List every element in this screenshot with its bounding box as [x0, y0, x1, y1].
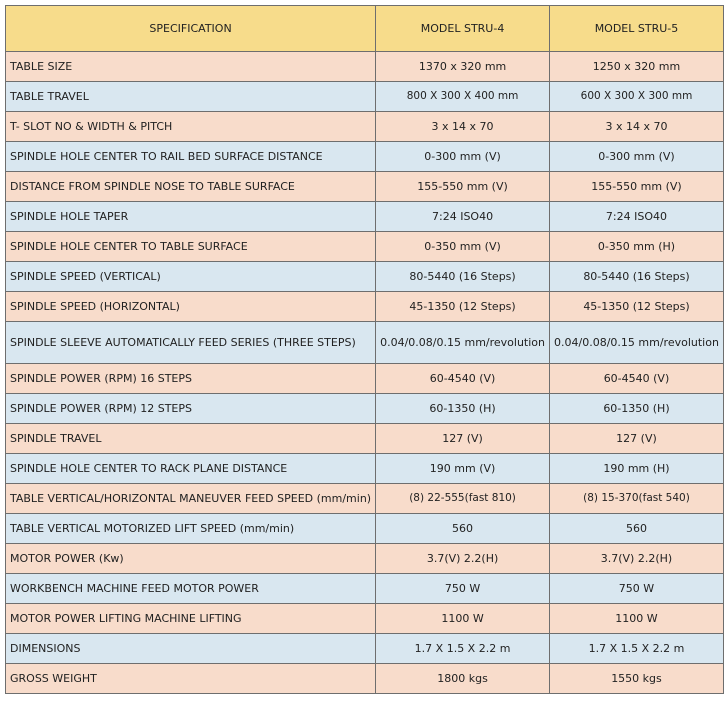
- table-row: [6, 322, 724, 364]
- table-row: [6, 112, 724, 142]
- stru-5-value: 3.7(V) 2.2(H): [550, 544, 724, 574]
- table-row: [6, 52, 724, 82]
- stru-4-value: 0-350 mm (V): [376, 232, 550, 262]
- stru-5-value: 1100 W: [550, 604, 724, 634]
- spec-label: SPINDLE HOLE CENTER TO RAIL BED SURFACE DISTANCE: [6, 142, 376, 172]
- stru-4-value: 127 (V): [376, 424, 550, 454]
- spec-label: MOTOR POWER (Kw): [6, 544, 376, 574]
- table-row: [6, 82, 724, 112]
- spec-label: TABLE VERTICAL MOTORIZED LIFT SPEED (mm/min): [6, 514, 376, 544]
- stru-4-value: 1100 W: [376, 604, 550, 634]
- stru-4-value: 190 mm (V): [376, 454, 550, 484]
- stru-5-value: 600 X 300 X 300 mm: [550, 82, 724, 112]
- spec-label: SPINDLE HOLE CENTER TO RACK PLANE DISTANCE: [6, 454, 376, 484]
- stru-5-value: 45-1350 (12 Steps): [550, 292, 724, 322]
- stru-5-value: 1.7 X 1.5 X 2.2 m: [550, 634, 724, 664]
- stru-5-value: 3 x 14 x 70: [550, 112, 724, 142]
- stru-4-value: 80-5440 (16 Steps): [376, 262, 550, 292]
- stru-4-value: 155-550 mm (V): [376, 172, 550, 202]
- stru-5-value: 155-550 mm (V): [550, 172, 724, 202]
- stru-5-value: (8) 15-370(fast 540): [550, 484, 724, 514]
- table-row: [6, 664, 724, 694]
- table-row: [6, 142, 724, 172]
- stru-4-value: 560: [376, 514, 550, 544]
- table-row: [6, 232, 724, 262]
- spec-label: TABLE VERTICAL/HORIZONTAL MANEUVER FEED SPEED (mm/min): [6, 484, 376, 514]
- spec-label: SPINDLE HOLE CENTER TO TABLE SURFACE: [6, 232, 376, 262]
- table-header-row: [6, 6, 724, 52]
- table-row: [6, 172, 724, 202]
- stru-4-value: 1800 kgs: [376, 664, 550, 694]
- spec-label: T- SLOT NO & WIDTH & PITCH: [6, 112, 376, 142]
- table-row: [6, 424, 724, 454]
- spec-label: SPINDLE POWER (RPM) 12 STEPS: [6, 394, 376, 424]
- stru-5-value: 60-1350 (H): [550, 394, 724, 424]
- table-row: [6, 394, 724, 424]
- spec-label: TABLE TRAVEL: [6, 82, 376, 112]
- stru-5-value: 60-4540 (V): [550, 364, 724, 394]
- stru-4-value: 3.7(V) 2.2(H): [376, 544, 550, 574]
- table-row: [6, 634, 724, 664]
- stru-4-value: 60-4540 (V): [376, 364, 550, 394]
- stru-4-value: 1.7 X 1.5 X 2.2 m: [376, 634, 550, 664]
- spec-label: MOTOR POWER LIFTING MACHINE LIFTING: [6, 604, 376, 634]
- stru-4-value: 0.04/0.08/0.15 mm/revolution: [376, 322, 550, 364]
- stru-5-value: 7:24 ISO40: [550, 202, 724, 232]
- spec-label: WORKBENCH MACHINE FEED MOTOR POWER: [6, 574, 376, 604]
- header-model-stru-4: MODEL STRU-4: [376, 6, 550, 52]
- stru-4-value: 60-1350 (H): [376, 394, 550, 424]
- stru-5-value: 80-5440 (16 Steps): [550, 262, 724, 292]
- table-row: [6, 514, 724, 544]
- spec-label: TABLE SIZE: [6, 52, 376, 82]
- table-row: [6, 262, 724, 292]
- spec-label: SPINDLE SLEEVE AUTOMATICALLY FEED SERIES (THREE STEPS): [6, 322, 376, 364]
- table-row: [6, 292, 724, 322]
- spec-label: DISTANCE FROM SPINDLE NOSE TO TABLE SURFACE: [6, 172, 376, 202]
- stru-5-value: 1550 kgs: [550, 664, 724, 694]
- stru-4-value: 3 x 14 x 70: [376, 112, 550, 142]
- spec-label: SPINDLE SPEED (HORIZONTAL): [6, 292, 376, 322]
- header-model-stru-5: MODEL STRU-5: [550, 6, 724, 52]
- header-specification: SPECIFICATION: [6, 6, 376, 52]
- stru-4-value: 1370 x 320 mm: [376, 52, 550, 82]
- stru-5-value: 0.04/0.08/0.15 mm/revolution: [550, 322, 724, 364]
- stru-4-value: 45-1350 (12 Steps): [376, 292, 550, 322]
- stru-4-value: (8) 22-555(fast 810): [376, 484, 550, 514]
- table-row: [6, 202, 724, 232]
- table-row: [6, 574, 724, 604]
- table-row: [6, 454, 724, 484]
- stru-4-value: 7:24 ISO40: [376, 202, 550, 232]
- stru-5-value: 560: [550, 514, 724, 544]
- spec-label: DIMENSIONS: [6, 634, 376, 664]
- table-row: [6, 604, 724, 634]
- stru-5-value: 0-300 mm (V): [550, 142, 724, 172]
- spec-label: SPINDLE HOLE TAPER: [6, 202, 376, 232]
- table-row: [6, 484, 724, 514]
- spec-table: [5, 5, 724, 694]
- stru-5-value: 750 W: [550, 574, 724, 604]
- spec-label: GROSS WEIGHT: [6, 664, 376, 694]
- stru-5-value: 127 (V): [550, 424, 724, 454]
- stru-4-value: 0-300 mm (V): [376, 142, 550, 172]
- spec-label: SPINDLE POWER (RPM) 16 STEPS: [6, 364, 376, 394]
- stru-5-value: 1250 x 320 mm: [550, 52, 724, 82]
- spec-label: SPINDLE SPEED (VERTICAL): [6, 262, 376, 292]
- stru-5-value: 190 mm (H): [550, 454, 724, 484]
- stru-5-value: 0-350 mm (H): [550, 232, 724, 262]
- spec-label: SPINDLE TRAVEL: [6, 424, 376, 454]
- table-row: [6, 364, 724, 394]
- table-row: [6, 544, 724, 574]
- stru-4-value: 750 W: [376, 574, 550, 604]
- spec-table-container: [5, 5, 724, 694]
- stru-4-value: 800 X 300 X 400 mm: [376, 82, 550, 112]
